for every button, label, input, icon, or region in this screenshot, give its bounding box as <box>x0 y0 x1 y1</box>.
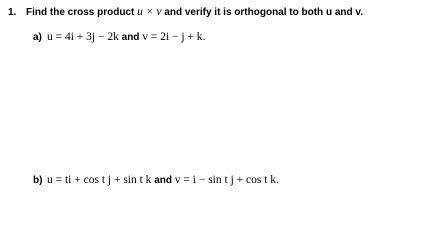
part-a <box>33 31 205 44</box>
part-b-period: . <box>276 174 279 186</box>
part-a-and: and <box>118 32 143 43</box>
part-a-u-expression: u = 4i + 3j − 2k <box>47 31 119 43</box>
part-b <box>33 174 279 187</box>
part-b-u-expression: u = ti + cos t j + sin t k <box>47 174 152 186</box>
part-a-label: a) <box>33 32 42 43</box>
cross-product-expression: u × v <box>137 6 162 18</box>
part-a-period: . <box>202 31 206 43</box>
question-text-after: and verify it is orthogonal to both u and v. <box>161 7 363 18</box>
part-b-and: and <box>151 175 175 186</box>
part-a-v-expression: v = 2i − j + k <box>142 31 203 43</box>
part-b-label: b) <box>33 175 43 186</box>
part-b-v-expression: v = i − sin t j + cos t k <box>174 174 277 186</box>
question-text-before: Find the cross product <box>26 7 138 18</box>
question-1 <box>8 6 363 19</box>
question-number: 1. <box>8 7 17 18</box>
